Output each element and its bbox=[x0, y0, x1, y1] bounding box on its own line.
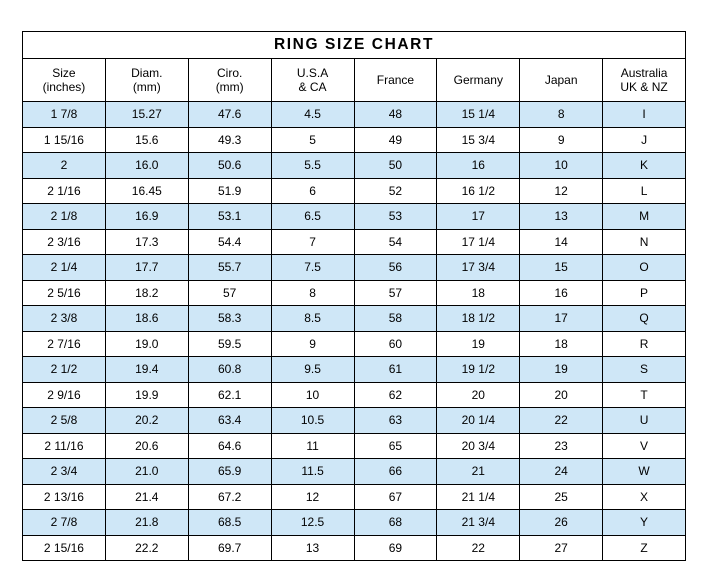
cell-japan: 26 bbox=[520, 510, 603, 536]
cell-usa-ca: 11.5 bbox=[271, 459, 354, 485]
cell-japan: 23 bbox=[520, 433, 603, 459]
cell-diameter: 19.4 bbox=[105, 357, 188, 383]
cell-france: 49 bbox=[354, 127, 437, 153]
cell-japan: 16 bbox=[520, 280, 603, 306]
table-row bbox=[23, 229, 686, 255]
cell-diameter: 16.9 bbox=[105, 204, 188, 230]
cell-size: 2 1/16 bbox=[23, 178, 106, 204]
cell-australia-uk-nz: P bbox=[603, 280, 686, 306]
table-row bbox=[23, 357, 686, 383]
cell-france: 63 bbox=[354, 408, 437, 434]
table-row bbox=[23, 484, 686, 510]
cell-japan: 18 bbox=[520, 331, 603, 357]
cell-france: 60 bbox=[354, 331, 437, 357]
cell-diameter: 16.0 bbox=[105, 153, 188, 179]
cell-germany: 20 1/4 bbox=[437, 408, 520, 434]
column-header-usa-ca-line1: U.S.A bbox=[296, 66, 329, 80]
cell-germany: 21 bbox=[437, 459, 520, 485]
cell-usa-ca: 7.5 bbox=[271, 255, 354, 281]
cell-size: 1 15/16 bbox=[23, 127, 106, 153]
cell-australia-uk-nz: N bbox=[603, 229, 686, 255]
column-header-size bbox=[23, 59, 106, 102]
column-header-circumference bbox=[188, 59, 271, 102]
cell-diameter: 20.6 bbox=[105, 433, 188, 459]
cell-australia-uk-nz: L bbox=[603, 178, 686, 204]
cell-france: 62 bbox=[354, 382, 437, 408]
table-row bbox=[23, 459, 686, 485]
cell-france: 52 bbox=[354, 178, 437, 204]
table-row bbox=[23, 204, 686, 230]
cell-size: 2 9/16 bbox=[23, 382, 106, 408]
cell-diameter: 17.7 bbox=[105, 255, 188, 281]
cell-france: 66 bbox=[354, 459, 437, 485]
cell-circumference: 68.5 bbox=[188, 510, 271, 536]
cell-usa-ca: 9 bbox=[271, 331, 354, 357]
table-row bbox=[23, 178, 686, 204]
cell-australia-uk-nz: R bbox=[603, 331, 686, 357]
cell-circumference: 54.4 bbox=[188, 229, 271, 255]
cell-australia-uk-nz: T bbox=[603, 382, 686, 408]
cell-australia-uk-nz: K bbox=[603, 153, 686, 179]
column-header-australia-line2: UK & NZ bbox=[620, 80, 668, 94]
cell-usa-ca: 12.5 bbox=[271, 510, 354, 536]
cell-circumference: 69.7 bbox=[188, 535, 271, 561]
cell-circumference: 60.8 bbox=[188, 357, 271, 383]
cell-australia-uk-nz: W bbox=[603, 459, 686, 485]
chart-header-row bbox=[23, 59, 686, 102]
cell-usa-ca: 6.5 bbox=[271, 204, 354, 230]
table-row bbox=[23, 102, 686, 128]
cell-circumference: 53.1 bbox=[188, 204, 271, 230]
column-header-diameter-line2: (mm) bbox=[132, 80, 161, 94]
table-row bbox=[23, 255, 686, 281]
cell-size: 2 5/16 bbox=[23, 280, 106, 306]
cell-circumference: 58.3 bbox=[188, 306, 271, 332]
cell-usa-ca: 8 bbox=[271, 280, 354, 306]
column-header-australia-uk-nz bbox=[603, 59, 686, 102]
cell-germany: 16 bbox=[437, 153, 520, 179]
cell-japan: 20 bbox=[520, 382, 603, 408]
cell-circumference: 47.6 bbox=[188, 102, 271, 128]
cell-circumference: 62.1 bbox=[188, 382, 271, 408]
cell-japan: 12 bbox=[520, 178, 603, 204]
cell-japan: 24 bbox=[520, 459, 603, 485]
cell-germany: 16 1/2 bbox=[437, 178, 520, 204]
column-header-circumference-line1: Ciro. bbox=[217, 66, 243, 80]
table-row bbox=[23, 127, 686, 153]
table-row bbox=[23, 408, 686, 434]
cell-usa-ca: 7 bbox=[271, 229, 354, 255]
cell-germany: 20 3/4 bbox=[437, 433, 520, 459]
cell-australia-uk-nz: S bbox=[603, 357, 686, 383]
cell-japan: 22 bbox=[520, 408, 603, 434]
cell-usa-ca: 13 bbox=[271, 535, 354, 561]
cell-diameter: 18.2 bbox=[105, 280, 188, 306]
cell-japan: 10 bbox=[520, 153, 603, 179]
column-header-australia-line1: Australia bbox=[620, 66, 668, 80]
cell-diameter: 19.9 bbox=[105, 382, 188, 408]
cell-japan: 19 bbox=[520, 357, 603, 383]
cell-japan: 15 bbox=[520, 255, 603, 281]
cell-australia-uk-nz: I bbox=[603, 102, 686, 128]
table-row bbox=[23, 510, 686, 536]
column-header-germany-line1: Germany bbox=[453, 73, 503, 87]
cell-diameter: 20.2 bbox=[105, 408, 188, 434]
table-row bbox=[23, 306, 686, 332]
cell-diameter: 21.4 bbox=[105, 484, 188, 510]
cell-japan: 25 bbox=[520, 484, 603, 510]
cell-france: 65 bbox=[354, 433, 437, 459]
cell-australia-uk-nz: X bbox=[603, 484, 686, 510]
cell-size: 2 7/16 bbox=[23, 331, 106, 357]
cell-circumference: 50.6 bbox=[188, 153, 271, 179]
cell-size: 2 7/8 bbox=[23, 510, 106, 536]
table-row bbox=[23, 382, 686, 408]
cell-australia-uk-nz: M bbox=[603, 204, 686, 230]
cell-size: 2 3/16 bbox=[23, 229, 106, 255]
cell-diameter: 15.6 bbox=[105, 127, 188, 153]
column-header-japan bbox=[520, 59, 603, 102]
cell-diameter: 18.6 bbox=[105, 306, 188, 332]
column-header-diameter-line1: Diam. bbox=[131, 66, 163, 80]
cell-france: 61 bbox=[354, 357, 437, 383]
cell-france: 50 bbox=[354, 153, 437, 179]
cell-france: 68 bbox=[354, 510, 437, 536]
cell-japan: 17 bbox=[520, 306, 603, 332]
cell-circumference: 59.5 bbox=[188, 331, 271, 357]
cell-size: 2 5/8 bbox=[23, 408, 106, 434]
cell-germany: 17 3/4 bbox=[437, 255, 520, 281]
column-header-france bbox=[354, 59, 437, 102]
cell-circumference: 57 bbox=[188, 280, 271, 306]
cell-france: 53 bbox=[354, 204, 437, 230]
cell-diameter: 21.8 bbox=[105, 510, 188, 536]
cell-usa-ca: 10 bbox=[271, 382, 354, 408]
ring-size-chart-container bbox=[22, 31, 686, 555]
cell-australia-uk-nz: Y bbox=[603, 510, 686, 536]
column-header-size-line1: Size bbox=[52, 66, 76, 80]
cell-australia-uk-nz: U bbox=[603, 408, 686, 434]
cell-australia-uk-nz: Q bbox=[603, 306, 686, 332]
cell-usa-ca: 8.5 bbox=[271, 306, 354, 332]
cell-germany: 19 1/2 bbox=[437, 357, 520, 383]
cell-diameter: 22.2 bbox=[105, 535, 188, 561]
cell-france: 56 bbox=[354, 255, 437, 281]
column-header-france-line1: France bbox=[376, 73, 415, 87]
cell-germany: 15 1/4 bbox=[437, 102, 520, 128]
column-header-size-line2: (inches) bbox=[42, 80, 86, 94]
column-header-usa-ca-line2: & CA bbox=[298, 80, 327, 94]
cell-size: 2 15/16 bbox=[23, 535, 106, 561]
cell-australia-uk-nz: J bbox=[603, 127, 686, 153]
cell-diameter: 21.0 bbox=[105, 459, 188, 485]
cell-germany: 21 1/4 bbox=[437, 484, 520, 510]
cell-circumference: 55.7 bbox=[188, 255, 271, 281]
cell-germany: 21 3/4 bbox=[437, 510, 520, 536]
cell-size: 2 13/16 bbox=[23, 484, 106, 510]
cell-germany: 18 bbox=[437, 280, 520, 306]
cell-usa-ca: 12 bbox=[271, 484, 354, 510]
cell-usa-ca: 10.5 bbox=[271, 408, 354, 434]
cell-size: 2 1/2 bbox=[23, 357, 106, 383]
cell-circumference: 51.9 bbox=[188, 178, 271, 204]
cell-usa-ca: 11 bbox=[271, 433, 354, 459]
cell-germany: 17 bbox=[437, 204, 520, 230]
cell-diameter: 19.0 bbox=[105, 331, 188, 357]
cell-circumference: 63.4 bbox=[188, 408, 271, 434]
cell-circumference: 65.9 bbox=[188, 459, 271, 485]
cell-france: 54 bbox=[354, 229, 437, 255]
cell-circumference: 64.6 bbox=[188, 433, 271, 459]
cell-usa-ca: 5 bbox=[271, 127, 354, 153]
cell-germany: 19 bbox=[437, 331, 520, 357]
cell-france: 58 bbox=[354, 306, 437, 332]
cell-usa-ca: 6 bbox=[271, 178, 354, 204]
ring-size-chart-table bbox=[22, 31, 686, 561]
column-header-circumference-line2: (mm) bbox=[215, 80, 244, 94]
cell-size: 2 1/8 bbox=[23, 204, 106, 230]
table-row bbox=[23, 153, 686, 179]
cell-germany: 22 bbox=[437, 535, 520, 561]
cell-australia-uk-nz: V bbox=[603, 433, 686, 459]
cell-germany: 20 bbox=[437, 382, 520, 408]
cell-circumference: 67.2 bbox=[188, 484, 271, 510]
cell-usa-ca: 5.5 bbox=[271, 153, 354, 179]
cell-usa-ca: 4.5 bbox=[271, 102, 354, 128]
cell-japan: 27 bbox=[520, 535, 603, 561]
column-header-japan-line1: Japan bbox=[544, 73, 578, 87]
cell-germany: 17 1/4 bbox=[437, 229, 520, 255]
cell-size: 2 3/4 bbox=[23, 459, 106, 485]
cell-germany: 15 3/4 bbox=[437, 127, 520, 153]
cell-france: 67 bbox=[354, 484, 437, 510]
table-row bbox=[23, 331, 686, 357]
cell-circumference: 49.3 bbox=[188, 127, 271, 153]
chart-title: RING SIZE CHART bbox=[23, 32, 686, 59]
cell-diameter: 17.3 bbox=[105, 229, 188, 255]
cell-france: 48 bbox=[354, 102, 437, 128]
chart-title-row bbox=[23, 32, 686, 59]
cell-size: 2 3/8 bbox=[23, 306, 106, 332]
cell-diameter: 15.27 bbox=[105, 102, 188, 128]
cell-diameter: 16.45 bbox=[105, 178, 188, 204]
column-header-usa-ca bbox=[271, 59, 354, 102]
cell-france: 57 bbox=[354, 280, 437, 306]
cell-japan: 8 bbox=[520, 102, 603, 128]
table-row bbox=[23, 535, 686, 561]
cell-australia-uk-nz: Z bbox=[603, 535, 686, 561]
cell-size: 2 1/4 bbox=[23, 255, 106, 281]
table-row bbox=[23, 433, 686, 459]
cell-japan: 9 bbox=[520, 127, 603, 153]
cell-japan: 13 bbox=[520, 204, 603, 230]
cell-germany: 18 1/2 bbox=[437, 306, 520, 332]
cell-size: 2 11/16 bbox=[23, 433, 106, 459]
column-header-germany bbox=[437, 59, 520, 102]
cell-usa-ca: 9.5 bbox=[271, 357, 354, 383]
table-row bbox=[23, 280, 686, 306]
cell-france: 69 bbox=[354, 535, 437, 561]
cell-japan: 14 bbox=[520, 229, 603, 255]
column-header-diameter bbox=[105, 59, 188, 102]
cell-australia-uk-nz: O bbox=[603, 255, 686, 281]
cell-size: 1 7/8 bbox=[23, 102, 106, 128]
cell-size: 2 bbox=[23, 153, 106, 179]
